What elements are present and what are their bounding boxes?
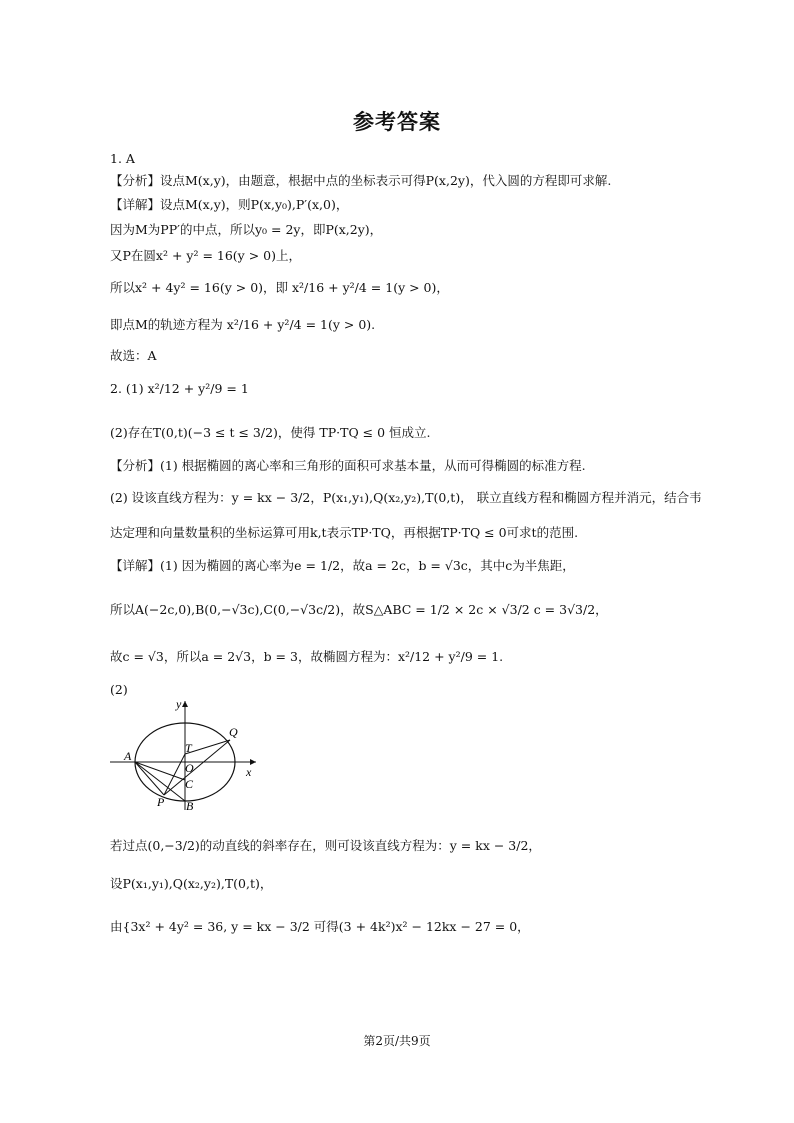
ellipse-diagram <box>108 698 258 813</box>
text-line: 2. (1) x²/12 + y²/9 = 1 <box>110 381 249 396</box>
label-b: B <box>186 799 194 813</box>
label-o: O <box>185 761 194 775</box>
text-line: 若过点(0,−3/2)的动直线的斜率存在，则可设该直线方程为：y = kx − 3/2， <box>110 838 541 853</box>
text-line: 故c = √3，所以a = 2√3，b = 3，故椭圆方程为：x²/12 + y²/9 = 1. <box>110 649 504 664</box>
label-p: P <box>157 795 165 809</box>
text-line: 即点M的轨迹方程为 x²/16 + y²/4 = 1(y > 0). <box>110 317 376 332</box>
label-t: T <box>185 741 192 755</box>
segment-tq <box>185 740 230 754</box>
label-y: y <box>176 698 182 711</box>
text-line: (2)存在T(0,t)(−3 ≤ t ≤ 3/2)，使得 TP·TQ ≤ 0 恒成立. <box>110 425 431 440</box>
text-line: 由{3x² + 4y² = 36, y = kx − 3/2 可得(3 + 4k²)x² − 12kx − 27 = 0， <box>110 919 530 934</box>
label-a: A <box>124 749 132 763</box>
label-q: Q <box>229 725 238 739</box>
page-footer: 第2页/共9页 <box>363 1034 431 1048</box>
text-line: 故选：A <box>110 348 157 363</box>
label-c: C <box>185 777 194 791</box>
text-line: 【分析】设点M(x,y)，由题意，根据中点的坐标表示可得P(x,2y)，代入圆的方程即可求解. <box>110 173 612 188</box>
text-line: 【分析】(1) 根据椭圆的离心率和三角形的面积可求基本量，从而可得椭圆的标准方程. <box>110 458 586 473</box>
text-line: 达定理和向量数量积的坐标运算可用k,t表示TP·TQ，再根据TP·TQ ≤ 0可求t的范围. <box>110 525 579 540</box>
segment-tp <box>164 754 185 795</box>
line-pq <box>164 740 230 795</box>
text-line: 所以x² + 4y² = 16(y > 0)，即 x²/16 + y²/4 = 1(y > 0)， <box>110 280 449 295</box>
text-line: 【详解】(1) 因为椭圆的离心率为e = 1/2，故a = 2c，b = √3c，其中c为半焦距， <box>110 558 575 573</box>
text-line: 1. A <box>110 151 135 166</box>
text-line: (2) <box>110 682 128 697</box>
page-title: 参考答案 <box>353 110 441 134</box>
y-axis-arrow <box>182 701 188 707</box>
text-line: 又P在圆x² + y² = 16(y > 0)上， <box>110 248 301 263</box>
text-line: 设P(x₁,y₁),Q(x₂,y₂),T(0,t)， <box>110 876 273 891</box>
text-line: (2) 设该直线方程为：y = kx − 3/2，P(x₁,y₁),Q(x₂,y₂),T(0,t)， 联立直线方程和椭圆方程并消元，结合韦 <box>110 490 702 505</box>
label-x: x <box>246 765 252 779</box>
text-line: 【详解】设点M(x,y)，则P(x,y₀),P′(x,0)， <box>110 197 349 212</box>
text-line: 因为M为PP′的中点，所以y₀ = 2y，即P(x,2y)， <box>110 222 383 237</box>
text-line: 所以A(−2c,0),B(0,−√3c),C(0,−√3c/2)，故S△ABC = 1/2 × 2c × √3/2 c = 3√3/2， <box>110 602 608 617</box>
